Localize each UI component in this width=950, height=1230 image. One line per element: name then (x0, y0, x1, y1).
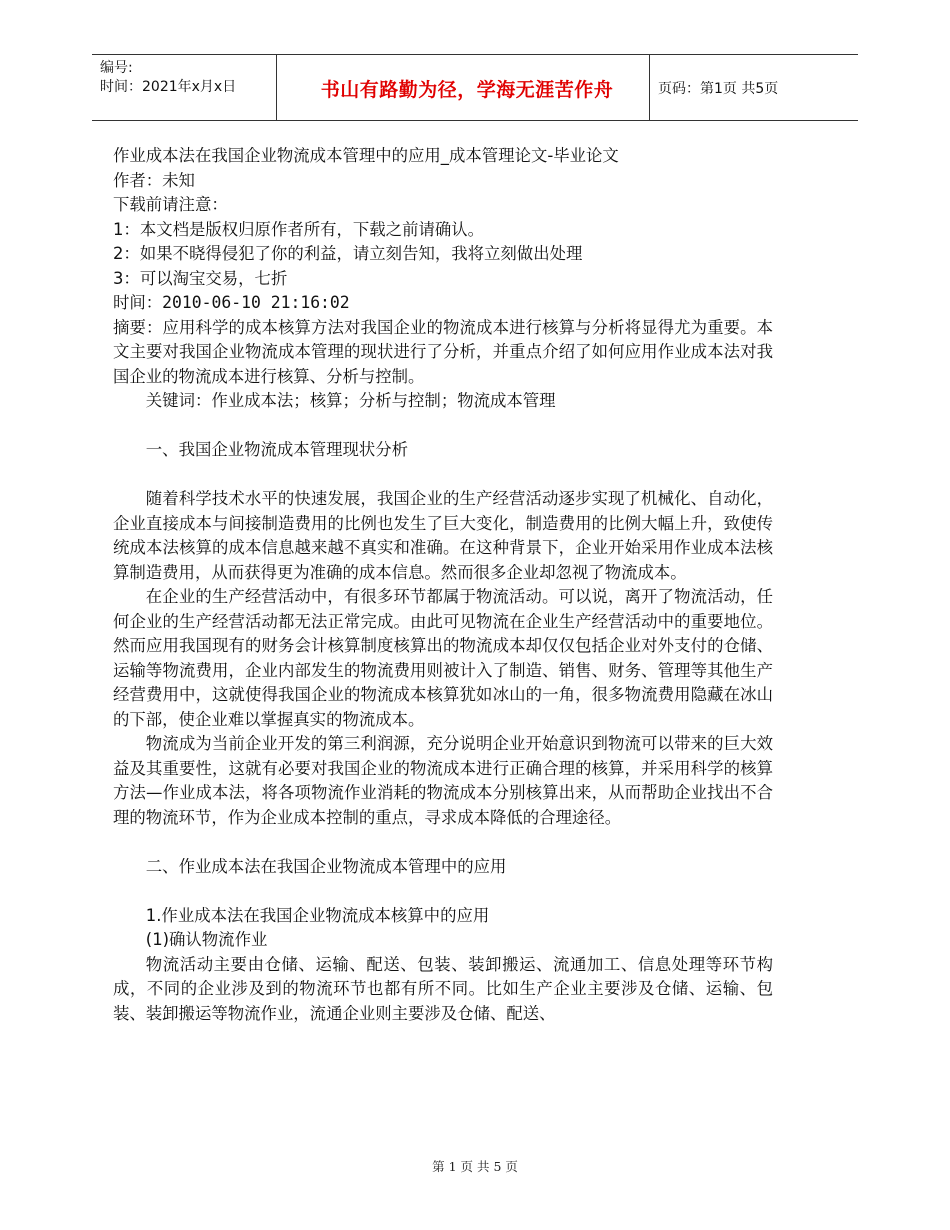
body-paragraph: 物流成为当前企业开发的第三利润源，充分说明企业开始意识到物流可以带来的巨大效益及其重要性，这就有必要对我国企业的物流成本进行正确合理的核算，并采用科学的核算方法—作业成本法，将各项物流作业消耗的物流成本分别核算出来，从而帮助企业找出不合理的物流环节，作为企业成本控制的重点，寻求成本降低的合理途径。 (113, 734, 773, 827)
document-body (113, 144, 773, 1026)
header-meta (100, 59, 236, 97)
abstract: 摘要：应用科学的成本核算方法对我国企业的物流成本进行核算与分析将显得尤为重要。本文主要对我国企业物流成本管理的现状进行了分析，并重点介绍了如何应用作业成本法对我国企业的物流成本进行核算、分析与控制。 (113, 317, 773, 386)
page-footer: 第 1 页 共 5 页 (432, 1159, 518, 1174)
body-paragraph: 物流活动主要由仓储、运输、配送、包装、装卸搬运、流通加工、信息处理等环节构成，不同的企业涉及到的物流环节也都有所不同。比如生产企业主要涉及仓储、运输、包装、装卸搬运等物流作业，流通企业则主要涉及仓储、配送、 (113, 954, 773, 1023)
subsection-heading: (1)确认物流作业 (145, 930, 268, 949)
notice-item: 1：本文档是版权归原作者所有，下载之前请确认。 (113, 219, 485, 239)
publish-time: 时间：2010-06-10 21:16:02 (113, 293, 350, 312)
header-motto: 书山有路勤为径，学海无涯苦作舟 (320, 78, 614, 101)
header-divider (276, 55, 277, 120)
body-paragraph: 在企业的生产经营活动中，有很多环节都属于物流活动。可以说，离开了物流活动，任何企业的生产经营活动都无法正常完成。由此可见物流在企业生产经营活动中的重要地位。然而应用我国现有的财务会计核算制度核算出的物流成本却仅仅包括企业对外支付的仓储、运输等物流费用，企业内部发生的物流费用则被计入了制造、销售、财务、管理等其他生产经营费用中，这就使得我国企业的物流成本核算犹如冰山的一角，很多物流费用隐藏在冰山的下部，使企业难以掌握真实的物流成本。 (113, 587, 773, 729)
notice-item: 2：如果不晓得侵犯了你的利益，请立刻告知，我将立刻做出处理 (113, 244, 583, 263)
document-title: 作业成本法在我国企业物流成本管理中的应用_成本管理论文-毕业论文 (113, 146, 619, 165)
subsection-heading: 1.作业成本法在我国企业物流成本核算中的应用 (145, 905, 490, 925)
document-time-label: 时间：2021年x月x日 (100, 79, 237, 95)
document-number-label: 编号: (100, 60, 133, 76)
header-page-info: 页码：第1页 共5页 (658, 81, 779, 97)
notice-item: 3：可以淘宝交易，七折 (113, 268, 288, 288)
page-header (92, 54, 858, 121)
header-divider (649, 55, 650, 120)
document-author: 作者：未知 (113, 170, 195, 190)
body-paragraph: 随着科学技术水平的快速发展，我国企业的生产经营活动逐步实现了机械化、自动化，企业直接成本与间接制造费用的比例也发生了巨大变化，制造费用的比例大幅上升，致使传统成本法核算的成本信息越来越不真实和准确。在这种背景下，企业开始采用作业成本法核算制造费用，从而获得更为准确的成本信息。然而很多企业却忽视了物流成本。 (113, 489, 773, 582)
notice-heading: 下载前请注意： (113, 195, 228, 214)
keywords: 关键词：作业成本法；核算；分析与控制；物流成本管理 (145, 391, 556, 410)
section-heading: 二、作业成本法在我国企业物流成本管理中的应用 (145, 856, 507, 876)
section-heading: 一、我国企业物流成本管理现状分析 (145, 440, 409, 459)
